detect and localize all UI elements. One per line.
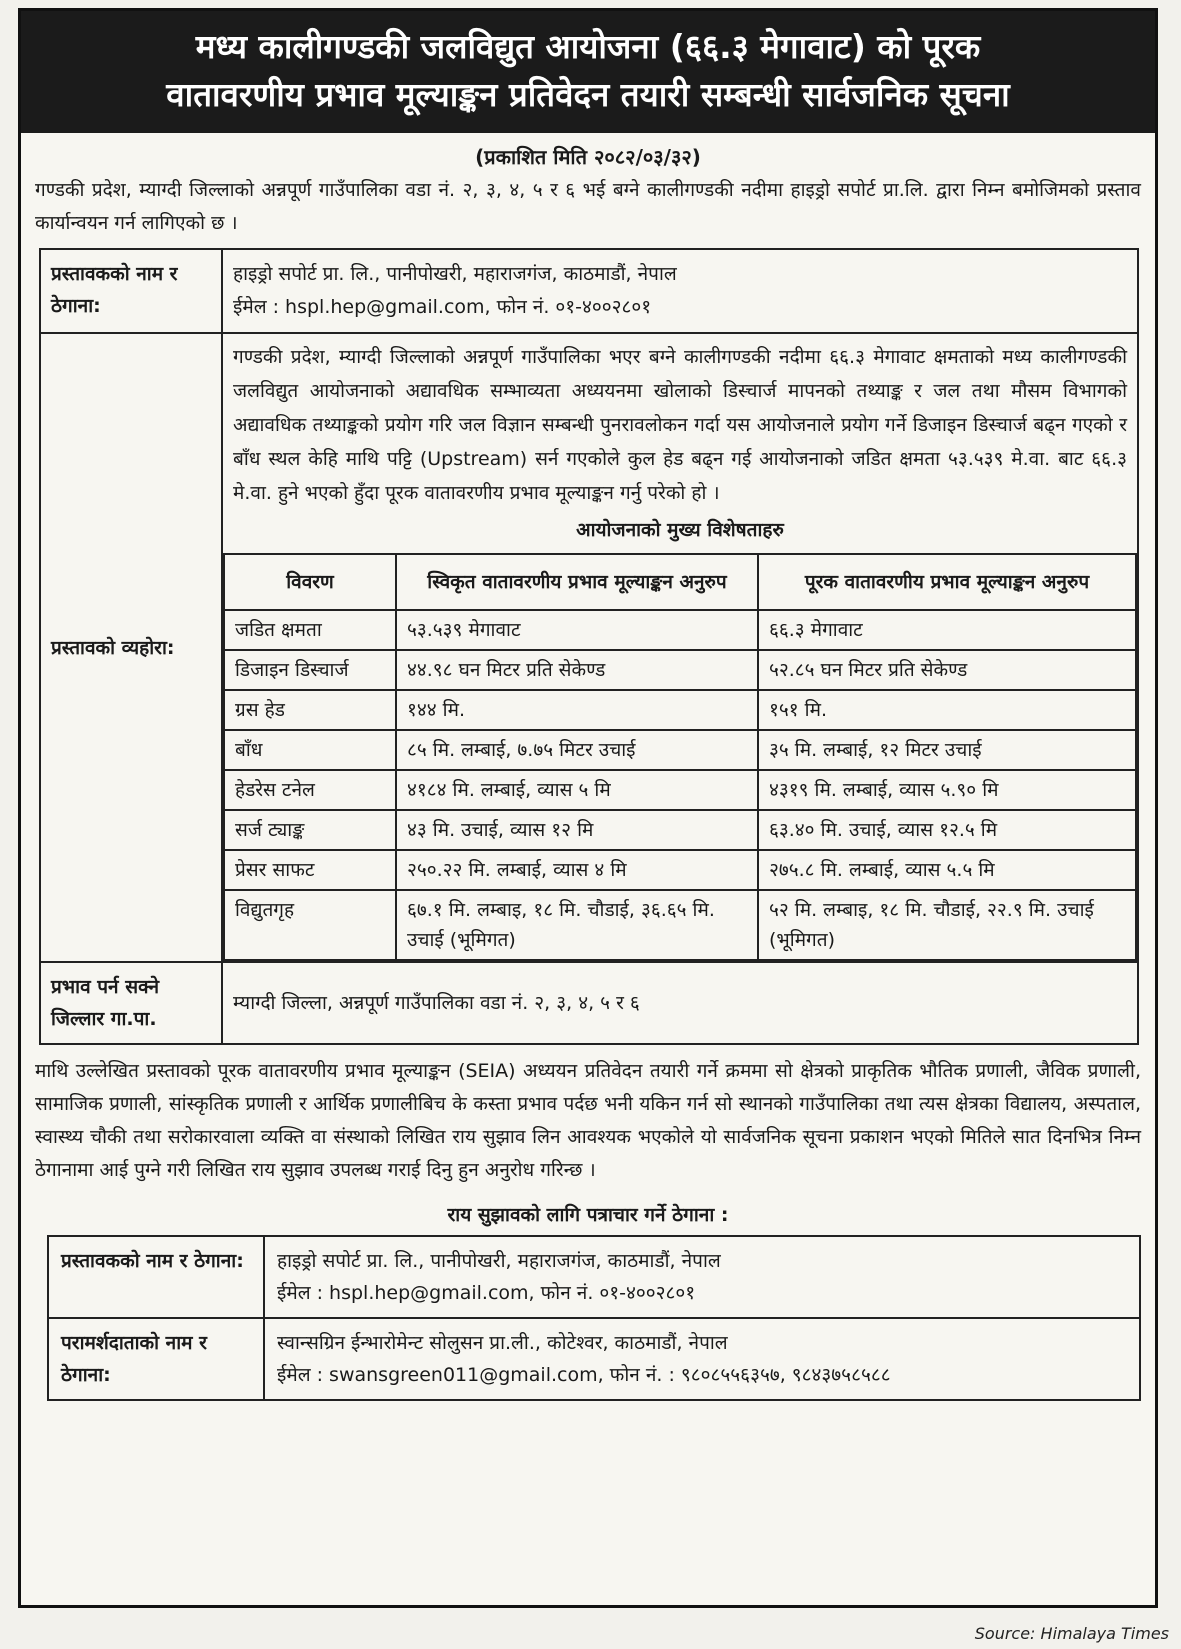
spec-table bbox=[223, 553, 1137, 961]
correspondence-consultant-details bbox=[264, 1318, 1140, 1400]
correspondence-proponent-details bbox=[264, 1236, 1140, 1318]
proposal-table bbox=[39, 248, 1139, 1045]
spec-row bbox=[224, 770, 1136, 810]
title-line-2: वातावरणीय प्रभाव मूल्याङ्कन प्रतिवेदन तयारी सम्बन्धी सार्वजनिक सूचना bbox=[166, 75, 1010, 114]
spec-cell: ग्रस हेड bbox=[224, 690, 396, 730]
body-paragraph: माथि उल्लेखित प्रस्तावको पूरक वातावरणीय प्रभाव मूल्याङ्कन (SEIA) अध्ययन प्रतिवेदन तयारी गर्ने क्रममा सो क्षेत्रको प्राकृतिक भौतिक प्रणाली, जैविक प्रणाली, सामाजिक प्रणाली, सांस्कृतिक प्रणाली र आर्थिक प्रणालीबिच के कस्ता प्रभाव पर्दछ भनी यकिन गर्न सो स्थानको गाउँपालिका तथा त्यस क्षेत्रका विद्यालय, अस्पताल, स्वास्थ्य चौकी तथा सरोकारवाला व्यक्ति वा संस्थाको लिखित राय सुझाव लिन आवश्यक भएकोले यो सार्वजनिक सूचना प्रकाशन भएको मितिले सात दिनभित्र निम्न ठेगानामा आई पुग्ने गरी लिखित राय सुझाव उपलब्ध गराई दिनु हुन अनुरोध गरिन्छ । bbox=[35, 1060, 1141, 1181]
spec-cell: ६७.१ मि. लम्बाइ, १८ मि. चौडाई, ३६.६५ मि. उचाई (भूमिगत) bbox=[396, 890, 758, 960]
correspondence-row bbox=[48, 1236, 1140, 1318]
spec-cell: विद्युतगृह bbox=[224, 890, 396, 960]
published-date: (प्रकाशित मिति २०८२/०३/३२) bbox=[475, 145, 701, 169]
spec-cell: ५२.८५ घन मिटर प्रति सेकेण्ड bbox=[758, 650, 1136, 690]
proposal-label: प्रस्तावको व्यहोरा: bbox=[40, 333, 222, 962]
notice-title-banner bbox=[21, 11, 1155, 133]
spec-cell: जडित क्षमता bbox=[224, 610, 396, 650]
spec-header-description: विवरण bbox=[224, 554, 396, 610]
spec-cell: ८५ मि. लम्बाई, ७.७५ मिटर उचाई bbox=[396, 730, 758, 770]
affected-area-value: म्याग्दी जिल्ला, अन्नपूर्ण गाउँपालिका वडा नं. २, ३, ४, ५ र ६ bbox=[222, 962, 1138, 1044]
spec-cell: सर्ज ट्याङ्क bbox=[224, 810, 396, 850]
spec-title: आयोजनाको मुख्य विशेषताहरु bbox=[576, 519, 784, 541]
spec-cell: ३५ मि. लम्बाई, १२ मिटर उचाई bbox=[758, 730, 1136, 770]
spec-cell: ४३ मि. उचाई, व्यास १२ मि bbox=[396, 810, 758, 850]
correspondence-title: राय सुझावको लागि पत्राचार गर्ने ठेगाना : bbox=[447, 1204, 729, 1226]
proponent-details bbox=[222, 249, 1138, 333]
correspondence-proponent-contact: ईमेल : hspl.hep@gmail.com, फोन नं. ०१-४००२८०१ bbox=[277, 1282, 696, 1304]
spec-row bbox=[224, 690, 1136, 730]
proposal-description: गण्डकी प्रदेश, म्याग्दी जिल्लाको अन्नपूर्ण गाउँपालिका भएर बग्ने कालीगण्डकी नदीमा ६६.३ मेगावाट क्षमताको मध्य कालीगण्डकी जलविद्युत आयोजनाको अद्यावधिक सम्भाव्यता अध्ययनमा खोलाको डिस्चार्ज मापनको तथ्याङ्क र जल तथा मौसम विभागको अद्यावधिक तथ्याङ्कको प्रयोग गरि जल विज्ञान सम्बन्धी पुनरावलोकन गर्दा यस आयोजनाले प्रयोग गर्ने डिजाइन डिस्चार्ज बढ्न गएको र बाँध स्थल केहि माथि पट्टि (Upstream) सर्न गएकोले कुल हेड बढ्न गई आयोजनाको जडित क्षमता ५३.५३९ मे.वा. बाट ६६.३ मे.वा. हुने भएको हुँदा पूरक वातावरणीय प्रभाव मूल्याङ्कन गर्नु परेको हो । bbox=[233, 346, 1127, 504]
correspondence-proponent-address: हाइड्रो सपोर्ट प्रा. लि., पानीपोखरी, महाराजगंज, काठमाडौं, नेपाल bbox=[277, 1250, 721, 1272]
spec-cell: १४४ मि. bbox=[396, 690, 758, 730]
correspondence-row bbox=[48, 1318, 1140, 1400]
spec-cell: २७५.८ मि. लम्बाई, व्यास ५.५ मि bbox=[758, 850, 1136, 890]
spec-header-row bbox=[224, 554, 1136, 610]
correspondence-consultant-label: परामर्शदाताको नाम र ठेगाना: bbox=[48, 1318, 264, 1400]
spec-cell: २५०.२२ मि. लम्बाई, व्यास ४ मि bbox=[396, 850, 758, 890]
spec-row bbox=[224, 610, 1136, 650]
spec-cell: ४३१९ मि. लम्बाई, व्यास ५.९० मि bbox=[758, 770, 1136, 810]
correspondence-table bbox=[47, 1235, 1141, 1401]
spec-cell: हेडरेस टनेल bbox=[224, 770, 396, 810]
spec-cell: ६६.३ मेगावाट bbox=[758, 610, 1136, 650]
spec-cell: ५२ मि. लम्बाइ, १८ मि. चौडाई, २२.९ मि. उचाई (भूमिगत) bbox=[758, 890, 1136, 960]
spec-cell: डिजाइन डिस्चार्ज bbox=[224, 650, 396, 690]
source-credit: Source: Himalaya Times bbox=[974, 1624, 1169, 1643]
spec-cell: ४४.९८ घन मिटर प्रति सेकेण्ड bbox=[396, 650, 758, 690]
spec-cell: ६३.४० मि. उचाई, व्यास १२.५ मि bbox=[758, 810, 1136, 850]
spec-row bbox=[224, 810, 1136, 850]
proponent-label: प्रस्तावकको नाम र ठेगाना: bbox=[40, 249, 222, 333]
notice-page bbox=[18, 8, 1158, 1608]
spec-cell: बाँध bbox=[224, 730, 396, 770]
title-line-1: मध्य कालीगण्डकी जलविद्युत आयोजना (६६.३ मेगावाट) को पूरक bbox=[195, 27, 981, 66]
spec-row bbox=[224, 890, 1136, 960]
spec-cell: १५१ मि. bbox=[758, 690, 1136, 730]
spec-row bbox=[224, 650, 1136, 690]
proposal-details bbox=[222, 333, 1138, 962]
proponent-address: हाइड्रो सपोर्ट प्रा. लि., पानीपोखरी, महाराजगंज, काठमाडौं, नेपाल bbox=[233, 263, 677, 285]
correspondence-consultant-contact: ईमेल : swansgreen011@gmail.com, फोन नं. : ९८०८५५६३५७, ९८४३७५८५८८ bbox=[277, 1364, 891, 1386]
proponent-contact: ईमेल : hspl.hep@gmail.com, फोन नं. ०१-४००२८०१ bbox=[233, 296, 652, 318]
spec-cell: प्रेसर साफट bbox=[224, 850, 396, 890]
correspondence-proponent-label: प्रस्तावकको नाम र ठेगाना: bbox=[48, 1236, 264, 1318]
correspondence-consultant-address: स्वान्सग्रिन ईन्भारोमेन्ट सोलुसन प्रा.ली., कोटेश्वर, काठमाडौं, नेपाल bbox=[277, 1332, 728, 1354]
spec-cell: ४१८४ मि. लम्बाई, व्यास ५ मि bbox=[396, 770, 758, 810]
intro-paragraph: गण्डकी प्रदेश, म्याग्दी जिल्लाको अन्नपूर्ण गाउँपालिका वडा नं. २, ३, ४, ५ र ६ भई बग्ने कालीगण्डकी नदीमा हाइड्रो सपोर्ट प्रा.लि. द्वारा निम्न बमोजिमको प्रस्ताव कार्यान्वयन गर्न लागिएको छ । bbox=[35, 179, 1141, 234]
spec-cell: ५३.५३९ मेगावाट bbox=[396, 610, 758, 650]
spec-header-approved: स्विकृत वातावरणीय प्रभाव मूल्याङ्कन अनुरुप bbox=[396, 554, 758, 610]
spec-row bbox=[224, 850, 1136, 890]
affected-area-label: प्रभाव पर्न सक्ने जिल्लार गा.पा. bbox=[40, 962, 222, 1044]
spec-row bbox=[224, 730, 1136, 770]
spec-header-supplementary: पूरक वातावरणीय प्रभाव मूल्याङ्कन अनुरुप bbox=[758, 554, 1136, 610]
